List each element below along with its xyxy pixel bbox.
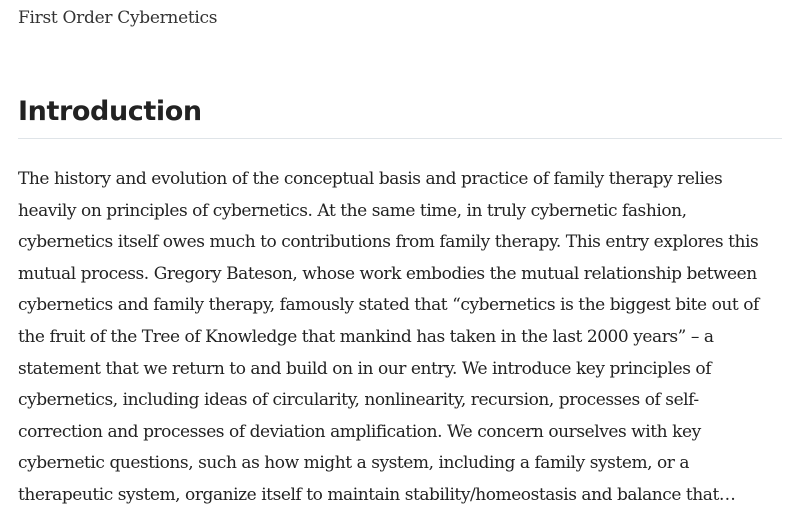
paragraph-line: cybernetics, including ideas of circularity, nonlinearity, recursion, processes of self- (18, 390, 699, 411)
intro-paragraph (18, 164, 782, 512)
paragraph-line: statement that we return to and build on in our entry. We introduce key principles of (18, 358, 712, 379)
paragraph-line: cybernetics and family therapy, famously stated that “cybernetics is the biggest bite out of (18, 295, 759, 316)
paragraph-line: therapeutic system, organize itself to maintain stability/homeostasis and balance that… (18, 484, 736, 505)
paragraph-line: cybernetics itself owes much to contributions from family therapy. This entry explores this (18, 232, 759, 253)
section-title: Introduction (18, 96, 202, 127)
paragraph-line: correction and processes of deviation amplification. We concern ourselves with key (18, 421, 701, 442)
paragraph-line: the fruit of the Tree of Knowledge that mankind has taken in the last 2000 years” – a (18, 326, 714, 347)
paragraph-line: mutual process. Gregory Bateson, whose work embodies the mutual relationship between (18, 263, 757, 284)
breadcrumb: First Order Cybernetics (18, 8, 218, 28)
paragraph-line: heavily on principles of cybernetics. At the same time, in truly cybernetic fashion, (18, 200, 687, 221)
section-divider (18, 138, 782, 139)
paragraph-line: The history and evolution of the conceptual basis and practice of family therapy relies (18, 169, 723, 189)
paragraph-line: cybernetic questions, such as how might a system, including a family system, or a (18, 453, 690, 474)
